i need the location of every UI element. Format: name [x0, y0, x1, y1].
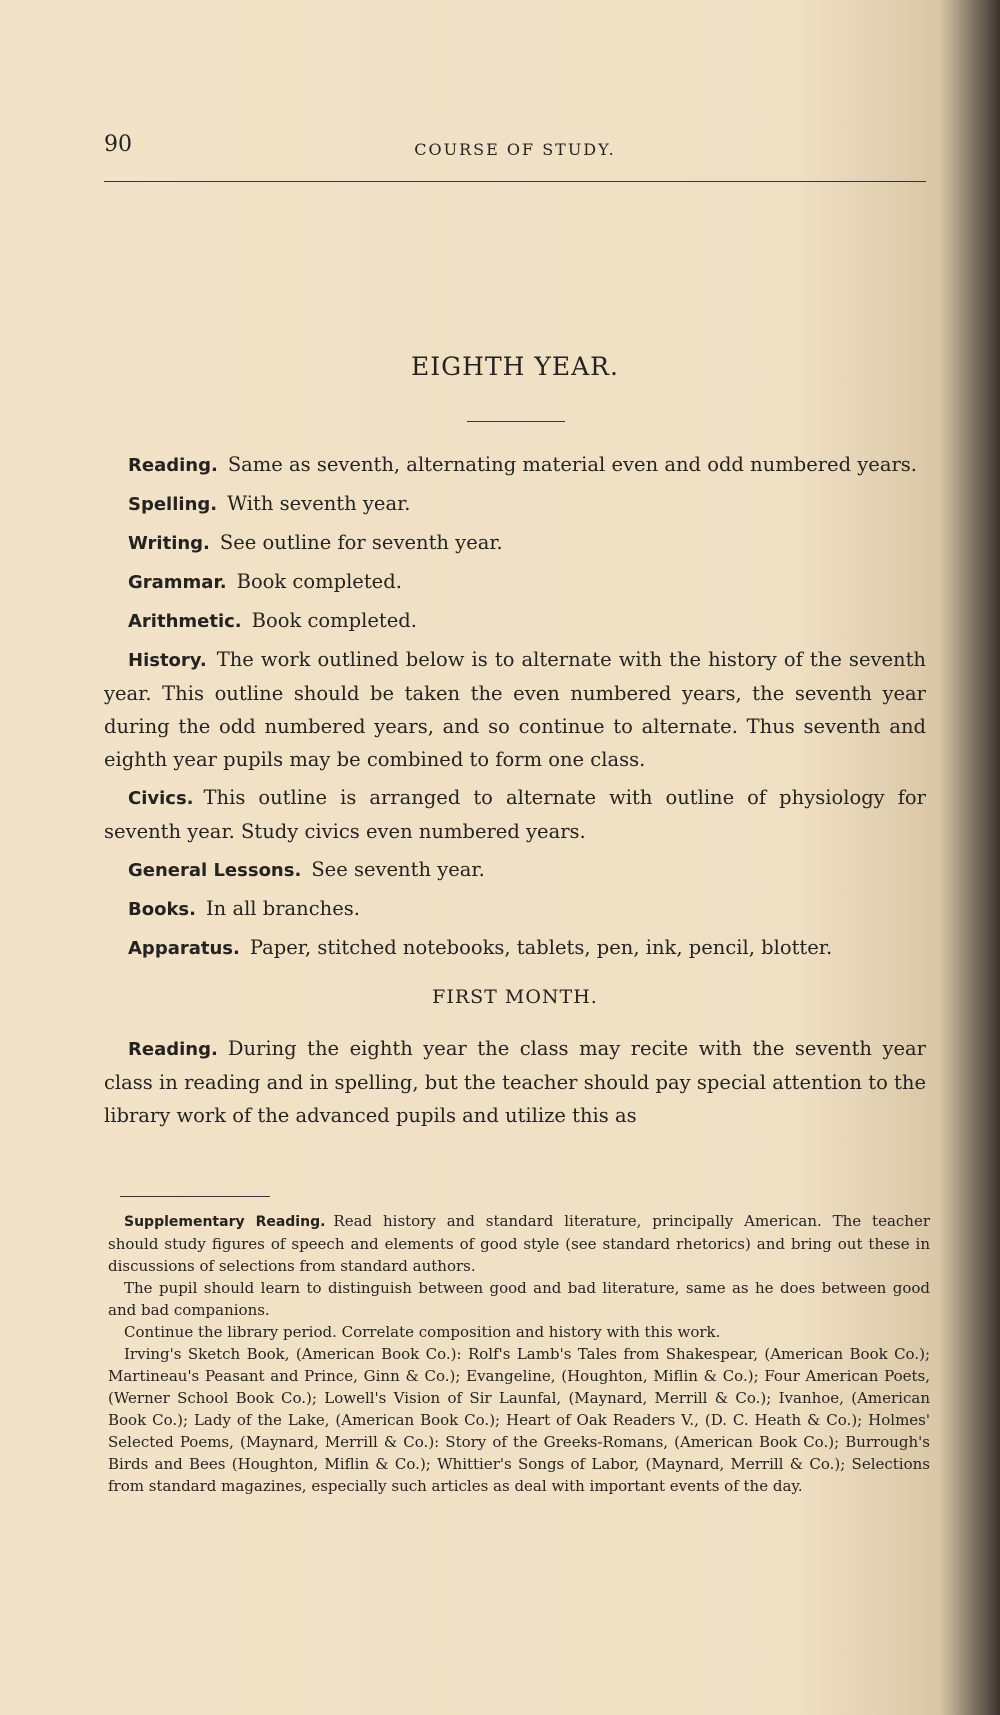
footnote-paragraph: The pupil should learn to distinguish between good and bad literature, same as he does between good and bad companions. [108, 1279, 930, 1319]
subject-text: This outline is arranged to alternate with outline of physiology for seventh year. Study civics even numbered years. [104, 786, 926, 843]
subject-text: In all branches. [205, 897, 360, 920]
footnote-divider [120, 1196, 270, 1197]
subject-text: The work outlined below is to alternate with the history of the seventh year. This outline should be taken the even numbered years, the seventh year during the odd numbered years, and so continue to alternate. Thus seventh and eighth year pupils may be combined to form one class. [104, 648, 926, 771]
page-header [104, 132, 926, 182]
title-divider [467, 421, 565, 422]
subject-label: Arithmetic. [128, 611, 242, 632]
footnotes [108, 1210, 930, 1497]
subject-label: General Lessons. [128, 860, 302, 881]
footnote-label: Supplementary Reading. [124, 1214, 326, 1230]
subject-spelling [104, 487, 926, 521]
subject-reading [104, 448, 926, 482]
footnote-paragraph: Continue the library period. Correlate composition and history with this work. [124, 1323, 721, 1341]
subject-label: Apparatus. [128, 938, 240, 959]
subject-text: During the eighth year the class may recite with the seventh year class in reading and in spelling, but the teacher should pay special attention to the library work of the advanced pupils and utilize this as [104, 1037, 926, 1127]
subject-text: Paper, stitched notebooks, tablets, pen, ink, pencil, blotter. [249, 936, 833, 959]
subject-arithmetic [104, 604, 926, 638]
subject-label: Writing. [128, 533, 210, 554]
subject-label: Reading. [128, 455, 218, 476]
subject-text: Book completed. [251, 609, 417, 632]
subject-label: Civics. [128, 788, 194, 809]
subject-text: See outline for seventh year. [219, 531, 503, 554]
subject-text: Same as seventh, alternating material even and odd numbered years. [227, 453, 917, 476]
subject-label: Books. [128, 899, 196, 920]
subject-label: History. [128, 650, 207, 671]
subject-apparatus [104, 931, 926, 965]
section-title: EIGHTH YEAR. [411, 352, 619, 381]
footnote-paragraph: Irving's Sketch Book, (American Book Co.): Rolf's Lamb's Tales from Shakespear, (American Book Co.); Martineau's Peasant and Prince, Ginn & Co.); Evangeline, (Houghton, Miflin & Co.); Four American Poets, (Werner School Book Co.); Lowell's Vision of Sir Launfal, (Maynard, Merrill & Co.); Ivanhoe, (American Book Co.); Lady of the Lake, (American Book Co.); Heart of Oak Readers V., (D. C. Heath & Co.); Holmes' Selected Poems, (Maynard, Merrill & Co.): Story of the Greeks-Romans, (American Book Co.); Burrough's Birds and Bees (Houghton, Miflin & Co.); Whittier's Songs of Labor, (Maynard, Merrill & Co.); Selections from standard magazines, especially such articles as deal with important events of the day. [108, 1345, 930, 1495]
subject-label: Spelling. [128, 494, 218, 515]
subject-label: Grammar. [128, 572, 227, 593]
subject-text: Book completed. [236, 570, 402, 593]
subject-text: With seventh year. [227, 492, 411, 515]
subject-grammar [104, 565, 926, 599]
subject-history [104, 643, 926, 776]
subject-general-lessons [104, 853, 926, 887]
month-reading [104, 1032, 926, 1132]
subject-writing [104, 526, 926, 560]
subject-civics [104, 781, 926, 848]
footnote-paragraph [108, 1210, 930, 1277]
subject-text: See seventh year. [311, 858, 485, 881]
subject-list [104, 448, 926, 1137]
subject-books [104, 892, 926, 926]
subject-label: Reading. [128, 1039, 218, 1060]
page-number: 90 [104, 132, 132, 157]
month-title: FIRST MONTH. [432, 986, 598, 1008]
running-title: COURSE OF STUDY. [414, 140, 616, 159]
footnote-text: Read history and standard literature, principally American. The teacher should study figures of speech and elements of good style (see standard rhetorics) and bring out these in discussions of selections from standard authors. [108, 1212, 930, 1275]
